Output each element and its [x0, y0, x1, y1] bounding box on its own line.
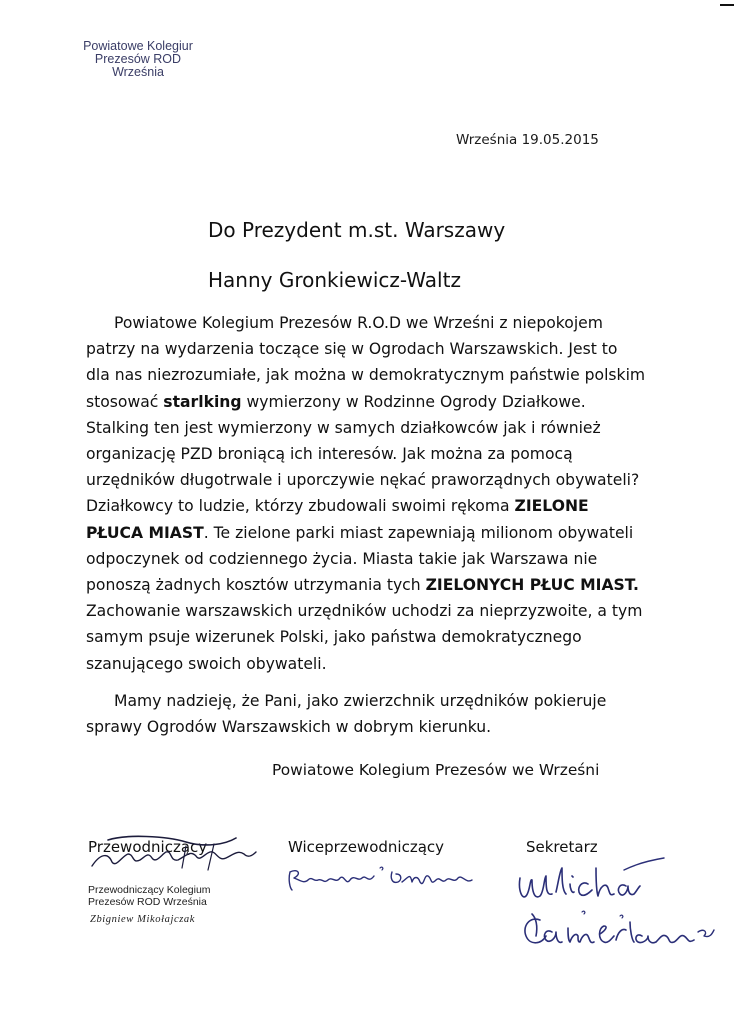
addressee-line-2: Hanny Gronkiewicz-Waltz: [208, 268, 461, 292]
stamp-line-3: Września: [112, 65, 164, 79]
body-text-segment: Zachowanie warszawskich urzędników uchodzi za nieprzyzwoite, a tym samym psuje wizerunek Polski, jako państwa demokratycznego szanującego swoich obywateli.: [86, 602, 643, 673]
signature-title-chairman: Przewodniczący: [88, 838, 208, 856]
body-text-segment: Powiatowe Kolegium Prezesów R.O.D we Wrześni z niepokojem patrzy na wydarzenia toczące się w Ogrodach Warszawskich. Jest to dla nas niezrozumiałe, jak można w demokratycznym państwie polskim stosować: [86, 314, 646, 411]
body-paragraph-1: [86, 310, 646, 677]
signature-title-vice-chairman: Wiceprzewodniczący: [288, 838, 445, 856]
chairman-stamp-name: Zbigniew Mikołajczak: [90, 914, 196, 925]
secretary-signature: [512, 856, 722, 968]
letter-body: [86, 310, 646, 740]
body-bold-word: starlking: [163, 392, 242, 411]
body-text-segment: . Te zielone parki miast zapewniają milionom obywateli odpoczynek od codziennego życia. Miasta takie jak Warszawa nie ponoszą żadnych kosztów utrzymania tych: [86, 523, 634, 595]
addressee-line-1: Do Prezydent m.st. Warszawy: [208, 218, 506, 242]
closing-line: Powiatowe Kolegium Prezesów we Wrześni: [272, 761, 600, 779]
chairman-stamp-line-1: Przewodniczący Kolegium: [88, 884, 211, 896]
letter-date: Września 19.05.2015: [456, 132, 599, 148]
stamp-line-2: Prezesów ROD: [94, 52, 182, 66]
body-text-segment: wymierzony w Rodzinne Ogrody Działkowe. Stalking ten jest wymierzony w samych działkowców jak i również organizację PZD broniącą ich interesów. Jak można za pomocą urzędników długotrwale i uporczywie nękać praworządnych obywateli? Działkowcy to ludzie, którzy zbudowali swoimi rękoma: [86, 392, 640, 516]
chairman-stamp-line-2: Prezesów ROD Września: [88, 896, 207, 908]
scan-edge-mark: [720, 4, 734, 6]
stamp-line-1: Powiatowe Kolegiur: [83, 39, 193, 53]
signature-title-secretary: Sekretarz: [526, 838, 598, 856]
vice-chairman-signature: [284, 862, 484, 896]
chairman-signature: [86, 832, 266, 874]
body-paragraph-2: Mamy nadzieję, że Pani, jako zwierzchnik urzędników pokieruje sprawy Ogrodów Warszawskich w dobrym kierunku.: [86, 691, 607, 737]
chairman-stamp: [88, 884, 211, 926]
body-bold-phrase: ZIELONE PŁUCA MIAST: [86, 497, 589, 542]
header-stamp: [68, 40, 208, 79]
body-bold-phrase: ZIELONYCH PŁUC MIAST.: [425, 576, 639, 595]
